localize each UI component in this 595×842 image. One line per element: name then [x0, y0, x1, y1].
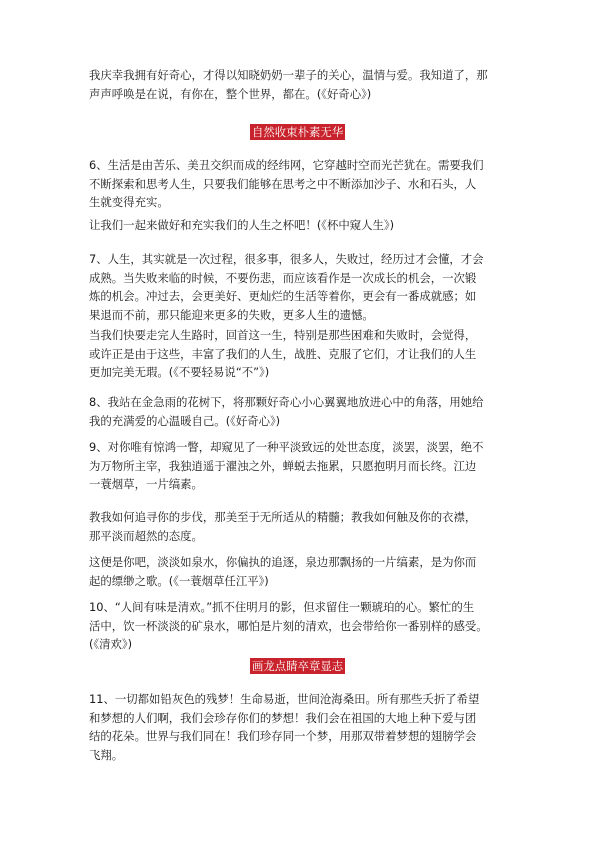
paragraph-2: 6、生活是由苦乐、美丑交织而成的经纬网，它穿越时空而光芒犹在。需要我们 不断探索和思考人生，只要我们能够在思考之中不断添加沙子、水和石头，人 生就变得充实。 [89, 158, 484, 209]
paragraph-10: 10、“人间有味是清欢。”抓不住明月的影，但求留住一颗琥珀的心。繁忙的生 活中，饮一杯淡淡的矿泉水，哪怕是片刻的清欢，也会带给你一番别样的感受。 (《清欢》) [89, 600, 488, 651]
paragraph-4: 7、人生，其实就是一次过程，很多事，很多人，失败过，经历过才会懂，才会 成熟。当失败来临的时候，不要伤悲，而应该看作是一次成长的机会，一次锻 炼的机会。冲过去，会更美好、更灿烂的生活等着你，更会有一番成就感；如 果退而不前，那只能迎来更多的失败，更多人生的遗憾。 [89, 252, 484, 322]
paragraph-3: 让我们一起来做好和充实我们的人生之杯吧！(《杯中窥人生》) [89, 218, 395, 232]
paragraph-6: 8、我站在金急雨的花树下，将那颗好奇心小心翼翼地放进心中的角落，用她给 我的充满爱的心温暖自己。(《好奇心》) [89, 395, 484, 428]
paragraph-8: 教我如何追寻你的步伐，那美至于无所适从的精髓；教我如何触及你的衣襟， 那平淡而超然的态度。 [89, 510, 477, 543]
paragraph-11: 11、一切都如铅灰色的残梦！生命易逝，世间沧海桑田。所有那些夭折了希望 和梦想的人们啊，我们会珍存你们的梦想！我们会在祖国的大地上种下爱与团 结的花朵。世界与我们同在！我们珍存同一个梦，用那双带着梦想的翅膀学会 飞翔。 [89, 692, 480, 762]
paragraph-9: 这便是你吧，淡淡如泉水，你偏执的追逐，泉边那飘扬的一片缟素，是为你而 起的缥缈之歌。(《一蓑烟草任江平》) [89, 555, 477, 588]
paragraph-5: 当我们快要走完人生路时，回首这一生，特别是那些困难和失败时，会觉得， 或许正是由于这些，丰富了我们的人生，战胜、克服了它们，才让我们的人生 更加完美无瑕。(《不要轻易说“不”》) [89, 328, 477, 379]
paragraph-1: 我庆幸我拥有好奇心，才得以知晓奶奶一辈子的关心，温情与爱。我知道了，那 声声呼唤是在说，有你在，整个世界，都在。(《好奇心》) [89, 68, 488, 101]
section-heading-1: 自然收束朴素无华 [252, 125, 344, 139]
paragraph-7: 9、对你唯有惊鸿一瞥，却窥见了一种平淡致远的处世态度，淡罢，淡罢，绝不 为万物所主宰，我独逍遥于濯浊之外，蝉蜕去拖累，只愿抱明月而长终。江边 一蓑烟草，一片缟素。 [89, 440, 484, 491]
section-heading-2: 画龙点睛卒章显志 [252, 659, 344, 673]
